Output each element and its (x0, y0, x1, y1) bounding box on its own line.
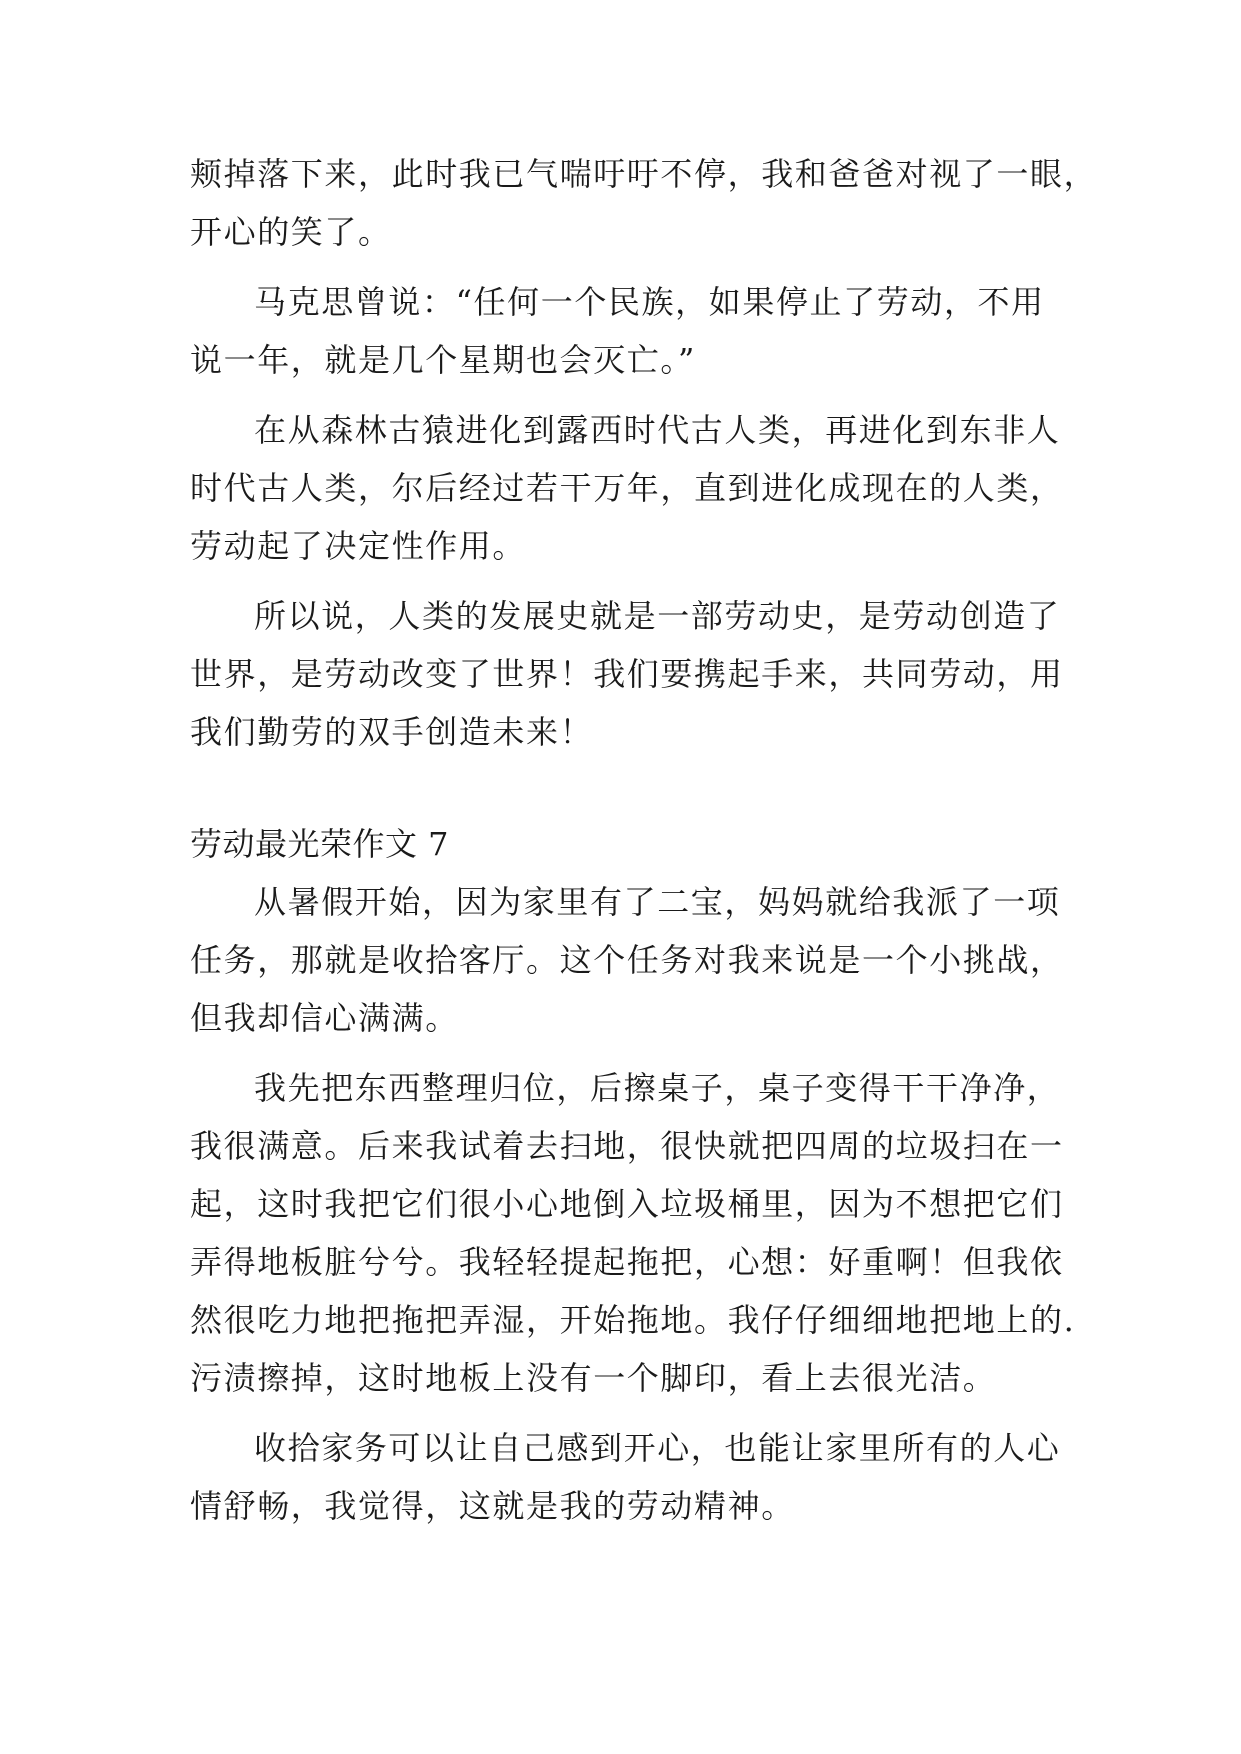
text-line: 开心的笑了。 (190, 213, 392, 251)
text-line: 世界，是劳动改变了世界！我们要携起手来，共同劳动，用 (190, 655, 1064, 693)
text-line: 弄得地板脏兮兮。我轻轻提起拖把，心想：好重啊！但我依 (190, 1243, 1064, 1281)
section-title: 劳动最光荣作文 7 (190, 825, 450, 863)
text-line: 颊掉落下来，此时我已气喘吁吁不停，我和爸爸对视了一眼， (190, 155, 1098, 193)
paragraph-first-line: 马克思曾说：“任何一个民族，如果停止了劳动，不用 (254, 283, 1045, 321)
text-line: 任务，那就是收拾客厅。这个任务对我来说是一个小挑战， (190, 941, 1064, 979)
paragraph-first-line: 收拾家务可以让自己感到开心，也能让家里所有的人心 (254, 1429, 1061, 1467)
paragraph-first-line: 从暑假开始，因为家里有了二宝，妈妈就给我派了一项 (254, 883, 1061, 921)
text-line: 劳动起了决定性作用。 (190, 527, 527, 565)
text-line: 时代古人类，尔后经过若干万年，直到进化成现在的人类， (190, 469, 1064, 507)
text-line: 但我却信心满满。 (190, 999, 459, 1037)
text-line: 说一年，就是几个星期也会灭亡。” (190, 341, 696, 379)
paragraph-first-line: 我先把东西整理归位，后擦桌子，桌子变得干干净净， (254, 1069, 1061, 1107)
text-line: 污渍擦掉，这时地板上没有一个脚印，看上去很光洁。 (190, 1359, 997, 1397)
text-line: 情舒畅，我觉得，这就是我的劳动精神。 (190, 1487, 795, 1525)
paragraph-first-line: 在从森林古猿进化到露西时代古人类，再进化到东非人 (254, 411, 1061, 449)
text-line: 然很吃力地把拖把弄湿，开始拖地。我仔仔细细地把地上的. (190, 1301, 1076, 1339)
text-line: 我们勤劳的双手创造未来！ (190, 713, 594, 751)
text-line: 我很满意。后来我试着去扫地，很快就把四周的垃圾扫在一 (190, 1127, 1064, 1165)
text-line: 起，这时我把它们很小心地倒入垃圾桶里，因为不想把它们 (190, 1185, 1064, 1223)
paragraph-first-line: 所以说，人类的发展史就是一部劳动史，是劳动创造了 (254, 597, 1061, 635)
